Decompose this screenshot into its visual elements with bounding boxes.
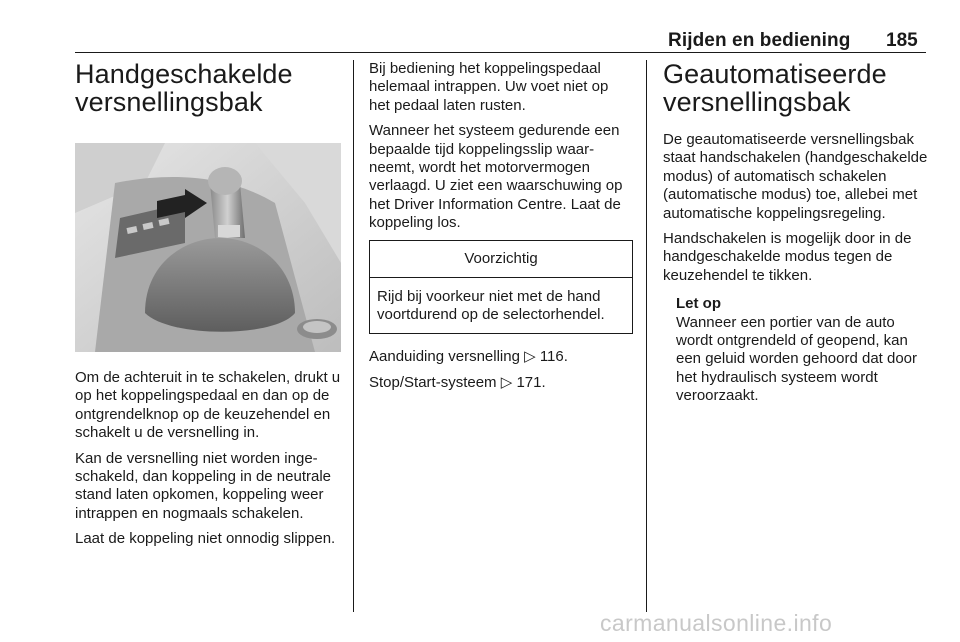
reference-page: 116. <box>539 348 568 366</box>
paragraph: Wanneer het systeem gedurende een bepaalde tijd koppelingsslip waarneemt, wordt het motorvermogen verlaagd. U ziet een waarschuwing op het Driver Information Centre. Laat de koppeling los. <box>369 122 623 232</box>
heading-line-1: Handgeschakelde <box>75 59 293 89</box>
watermark: carmanualsonline.info <box>600 610 833 636</box>
caution-box <box>369 240 633 335</box>
gear-shifter-figure <box>75 143 341 352</box>
paragraph: Laat de koppeling niet onnodig slippen. <box>75 530 336 548</box>
running-header-title: Rijden en bediening <box>668 30 851 51</box>
paragraph: De geautomatiseerde versnellingsbak staat handschakelen (handgeschakelde modus) of automatisch schakelen (automatische modus) toe, allebei met automatische koppelingsregeling. <box>663 131 928 222</box>
heading-line-2: versnellingsbak <box>663 87 851 117</box>
heading-line-1: Geautomatiseerde <box>663 59 887 89</box>
note-title: Let op <box>676 295 721 313</box>
reference-page: 171. <box>516 373 546 391</box>
gear-shifter-illustration <box>75 143 341 352</box>
note-body: Wanneer een portier van de auto wordt ontgrendeld of geopend, kan een geluid worden gehoord dat door het hydraulisch systeem wordt veroorzaakt. <box>676 313 918 405</box>
caution-title: Voorzichtig <box>370 241 632 278</box>
paragraph: Handschakelen is mogelijk door in de handgeschakelde modus tegen de keuzehendel te tikken. <box>663 230 912 284</box>
arrow-icon: ▷ <box>500 373 513 391</box>
column-divider-right <box>646 60 647 612</box>
header-rule <box>75 52 926 53</box>
column-automated-transmission <box>663 60 929 413</box>
cross-reference[interactable] <box>369 348 633 366</box>
note-block <box>663 295 929 405</box>
page-number: 185 <box>886 30 918 51</box>
caution-body: Rijd bij voorkeur niet met de hand voortdurend op de selectorhendel. <box>377 287 605 324</box>
reference-text: Stop/Start-systeem <box>369 373 497 391</box>
paragraph: Kan de versnelling niet worden ingeschakeld, dan koppeling in de neutrale stand laten opkomen, koppeling weer intrappen en nogmaals schakelen. <box>75 449 332 522</box>
cross-reference[interactable] <box>369 374 633 392</box>
reference-text: Aanduiding versnelling <box>369 348 520 366</box>
arrow-icon: ▷ <box>524 348 536 366</box>
column-manual-transmission <box>75 60 343 556</box>
heading-line-2: versnellingsbak <box>75 87 263 117</box>
section-heading <box>75 60 343 116</box>
paragraph: Bij bediening het koppelingspedaal helemaal intrappen. Uw voet niet op het pedaal laten rusten. <box>369 60 609 114</box>
column-continued-text <box>369 60 633 399</box>
paragraph: Om de achteruit in te schakelen, drukt u op het koppelingspedaal en dan op de ontgrendelknop op de keuzehendel en schakelt u de versnelling in. <box>75 369 341 442</box>
section-heading <box>663 60 929 116</box>
column-divider-left <box>353 60 354 612</box>
